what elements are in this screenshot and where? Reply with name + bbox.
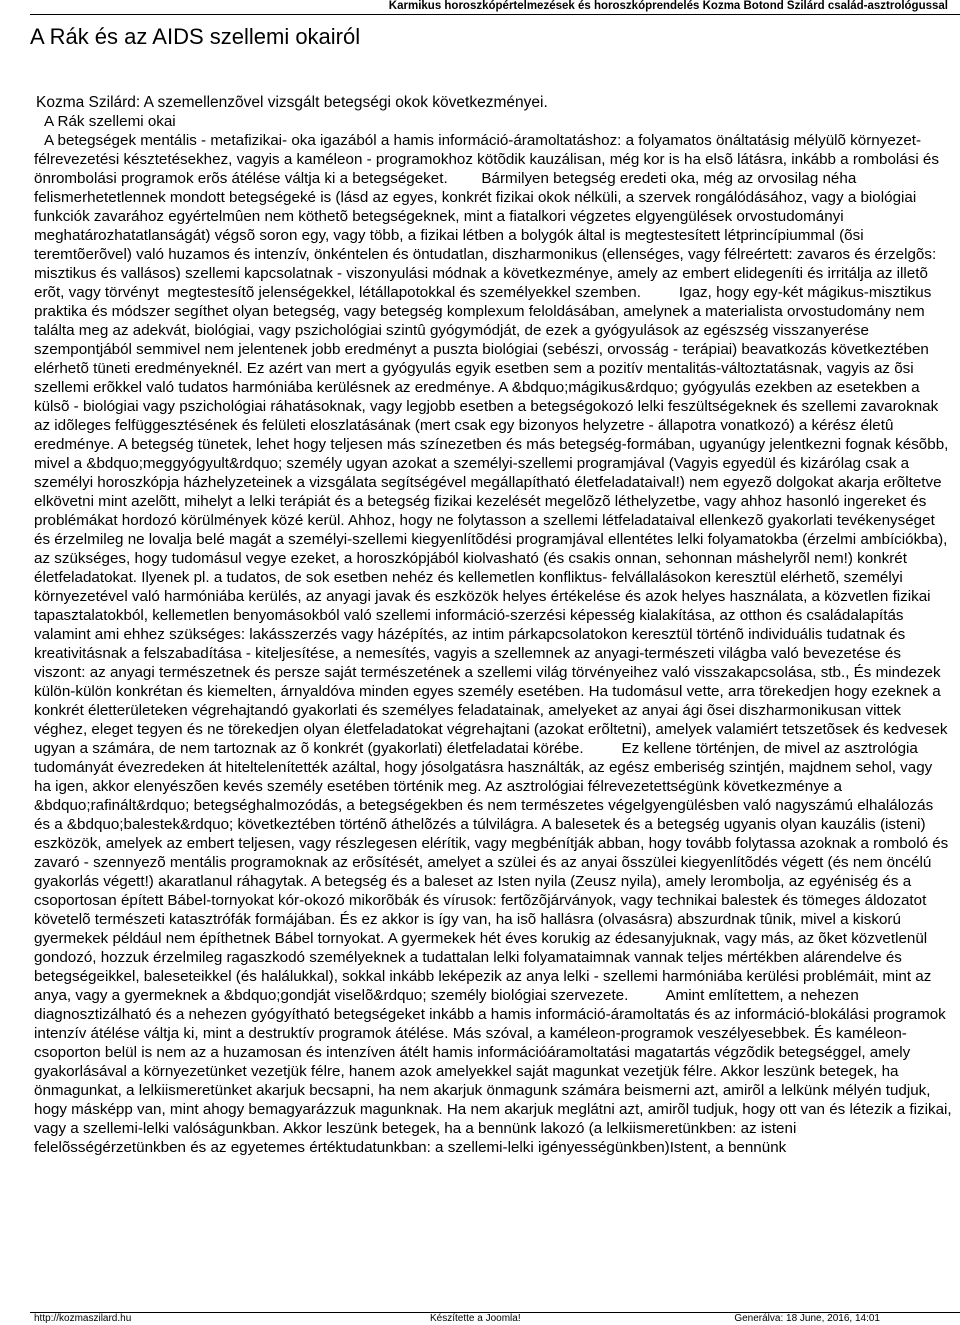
header-site-name: Karmikus horoszkópértelmezések és horoszkóprendelés Kozma Botond Szilárd család-asztrológussal	[388, 0, 948, 12]
article-subtitle: Kozma Szilárd: A szemellenzõvel vizsgált betegségi okok következményei.	[36, 94, 548, 111]
article-body	[34, 112, 956, 1157]
article-text: A betegségek mentális - metafizikai- oka igazából a hamis információ-áramoltatáshoz: a folyamatos önáltatásig mélyülõ környezet-félrevezetési késztetésekhez, vagyis a kaméleon - programokhoz kötõdik kauzálisan, még kor is ha elsõ látásra, inkább a rombolási és önrombolási programok erõs átélése váltja ki a betegségeket. Bármilyen betegség eredeti oka, még az orvosilag néha felismerhetetlennek mondott betegségeké is (lásd az egyes, konkrét fizikai okok nélküli, a szervek rongálódásához, vagy a biológiai funkciók zavarához egyértelmûen nem köthetõ betegségeknek, mint a fiatalkori végzetes elgyengülések orvostudományi meghatározhatatlanságát) végsõ soron egy, vagy több, a fizikai létben a bolygók által is megtestesített létprincípiummal (õsi teremtõerõvel) való huzamos és intenzív, önkéntelen és öntudatlan, diszharmonikus (ellenséges, vagy félreértett: zavaros és érzelgõs: misztikus és vallásos) szellemi kapcsolatnak - viszonyulási módnak a következménye, amely az embert elidegeníti és irritálja az illetõ erõt, vagy törvényt megtestesítõ jelenségekkel, létállapotokkal és személyekkel szemben. Igaz, hogy egy-két mágikus-misztikus praktika és módszer segíthet olyan betegség, vagy betegség komplexum feloldásában, amelynek a materialista orvostudomány nem találta meg az adekvát, biológiai, vagy pszichológiai szintû gyógymódját, de ezek a gyógyulások az egészség visszanyerése szempontjából semmivel nem jelentenek jobb eredményt a puszta biológiai (sebészi, orvosság - terápiai) beavatkozás következtében elérhetõ tüneti eredményeknél. Ez azért van mert a gyógyulás egyik esetben sem a pozitív mentalitás-változtatásnak, vagyis az õsi szellemi erõkkel való tudatos harmóniába kerülésnek az eredménye. A &bdquo;mágikus&rdquo; gyógyulás ezekben az esetekben a külsõ - biológiai vagy pszichológiai ráhatásoknak, vagy legjobb esetben a betegségokozó lelki feszültségeknek és szellemi zavaroknak az idõleges felfüggesztésének és felületi eloszlatásának (mert csak egy bizonyos helyzetre - állapotra vonatkozó) a kérész életû eredménye. A betegség tünetek, lehet hogy teljesen más színezetben és más betegség-formában, ugyanúgy jelentkezni fognak késõbb, mivel a &bdquo;meggyógyult&rdquo; személy ugyan azokat a személyi-szellemi programjával (Vagyis egyedül és kizárólag csak a személyi horoszkópja házhelyzeteinek a vizsgálata segítségével megállapítható életfeladataival!) nem egyezõ dolgokat akarja erõltetve elkövetni mint azelõtt, mihelyt a lelki terápiát és a betegség fizikai kezelését megelõzõ léthelyzetbe, vagy ahhoz hasonló ingereket és problémákat hordozó körülmények közé kerül. Ahhoz, hogy ne folytasson a szellemi létfeladataival ellenkezõ gyakorlati tevékenységet és érzelmileg ne lovalja belé magát a személyi-szellemi kiegyenlítõdési programjával ellentétes lelki folyamatokba (érzelmi ambíciókba), az szükséges, hogy tudomásul vegye ezeket, a horoszkópjából kiolvasható (és csakis onnan, sehonnan máshelyrõl nem!) konkrét életfeladatokat. Ilyenek pl. a tudatos, de sok esetben nehéz és kellemetlen konfliktus- felvállalásokon keresztül elérhetõ, személyi környezetével való harmóniába kerülés, az anyagi javak és eszközök helyes értékelése és azok helyes használata, a közvetlen fizikai tapasztalatokból, kellemetlen benyomásokból való szellemi információ-szerzési képesség kialakítása, az otthon és családalapítás valamint ami ehhez szükséges: lakásszerzés vagy házépítés, az intim párkapcsolatokon keresztül történõ individuális tudatnak és kreativitásnak a felszabadítása - kiteljesítése, a nemesítés, vagyis a szellemnek az anyagi-természeti világba való bevezetése és viszont: az anyagi természetnek és perszе saját természetének a szellemi világ törvényeihez való visszakapcsolása, stb., És mindezek külön-külön konkrétan és kiemelten, árnyaldóva minden egyes személy esetében. Ha tudomásul vette, arra törekedjen hogy ezeknek a konkrét életterületeken végrehajtandó gyakorlati és személyes feladatainak, amelyeket az anyai ági õsei diszharmonikusan vittek véghez, eleget tegyen és ne törekedjen olyan életfeladatokat végrehajtani (azokat erõltetni), amelyek valamiért tetszetõsek és kedvesek ugyan a számára, de nem tartoznak az õ konkrét (gyakorlati) életfeladatai körébe. Ez kellene történjen, de mivel az asztrológia tudományát évezredeken át hiteltelenítették azáltal, hogy jósolgatásra használták, az egész emberiség szintjén, majdnem sehol, vagy ha igen, akkor elenyészõen kevés személy esetében történik meg. Az asztrológiai félrevezetettségünk következménye a &bdquo;rafinált&rdquo; betegséghalmozódás, a betegségekben és nem természetes végelgyengülésben való nagyszámú elhalálozás és a &bdquo;balestek&rdquo; következtében történõ áthelõzés a túlvilágra. A balesetek és a betegség ugyanis olyan kauzális (isteni) eszközök, amelyek az embert teljesen, vagy részlegesen elérítik, vagy megbénítják abban, hogy tovább folytassa azoknak a romboló és zavaró - szennyezõ mentális programoknak az erõsítését, amelyet a szülei és az anyai õsszülei kiegyenlítõdés végett (és nem öncélú gyakorlás végett!) akaratlanul ráhagytak. A betegség és a baleset az Isten nyila (Zeusz nyila), amely lerombolja, az egyéniség és a csoportosan épített Bábel-tornyokat kór-okozó mikorõbák és vírusok: fertõzõjárványok, vagy technikai balestek és tömeges áldozatot követelõ természeti katasztrófák formájában. És ez akkor is így van, ha isõ hallásra (olvasásra) abszurdnak tûnik, mivel a kiskorú gyermekek például nem építhetnek Bábel tornyokat. A gyermekek hét éves korukig az édesanyjuknak, vagy más, az õket közvetlenül gondozó, hozzuk érzelmileg ragaszkodó személyeknek a tudattalan lelki folyamataimnak vannak teljes mértékben alárendelve és betegségeikkel, baleseteikkel (és halálukkal), sokkal inkább leképezik az anya lelki - szellemi harmóniába kerülési problémáit, mint az anya, vagy a gyermeknek a &bdquo;gondját viselõ&rdquo; személy biológiai szervezete. Amint említettem, a nehezen diagnosztizálható és a nehezen gyógyítható betegségeket inkább a hamis információ-áramoltatás és az információ-blokálási programok intenzív átélése váltja ki, mint a destruktív programok átélése. Más szóval, a kaméleon-programok veszélyesebbek. És kaméleon-csoporton belül is nem az a huzamosan és intenzíven átélt hamis információáramoltatási magatartás végzõdik betegséggel, amely gyakorlásával a környezetünket vezetjük félre, hanem azok amelyekkel saját magunkat vezetjük félre. Akkor leszünk betegek, ha önmagunkat, a lelkiismeretünket akarjuk becsapni, ha nem akarjuk önmagunk számára beismerni azt, amirõl a lelkünk mélyén tudjuk, hogy másképp van, mint ahogy bemagyarázzuk magunknak. Ha nem akarjuk meglátni azt, amirõl tudjuk, hogy ott van és létezik a fizikai, vagy a szellemi-lelki valóságunkban. Akkor leszünk betegek, ha a bennünk lakozó (a lelkiismeretünkben: az isteni felelõsségérzetünkben és az egyetemes értéktudatunkban: a szellemi-lelki igényességünkben)Istent, a bennünk	[34, 132, 956, 1156]
footer-url-link[interactable]: http://kozmaszilard.hu	[34, 1313, 132, 1324]
article-heading: A Rák szellemi okai	[44, 113, 176, 130]
footer-generated: Generálva: 18 June, 2016, 14:01	[734, 1313, 880, 1324]
page-title: A Rák és az AIDS szellemi okairól	[30, 24, 361, 49]
header-rule	[30, 14, 960, 15]
footer-made-by: Készítette a Joomla!	[430, 1313, 521, 1324]
